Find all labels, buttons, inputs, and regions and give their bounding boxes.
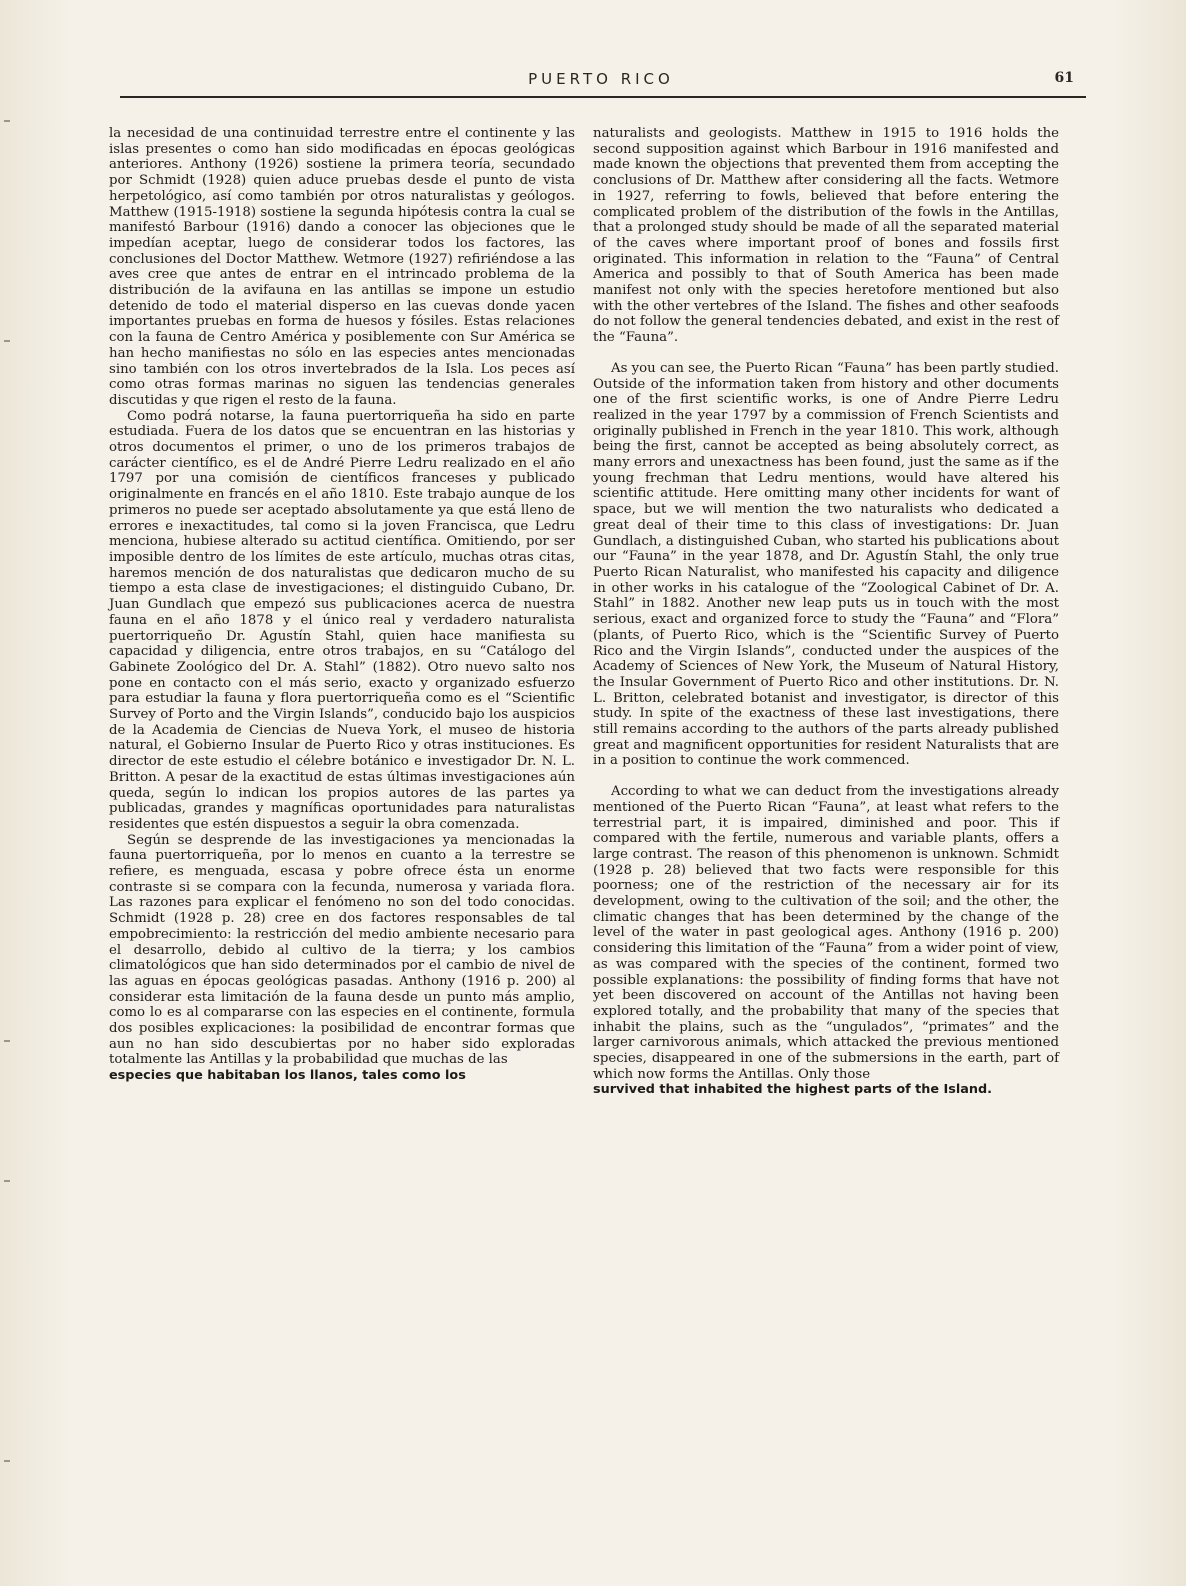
- paragraph: According to what we can deduct from the investigations already mentioned of the Puerto Rican “Fauna”, at least what refers to the terrestrial part, it is impaired, diminished and poor. This if compared with the fertile, numerous and variable plants, offers a large contrast. The reason of this phenomenon is unknown. Schmidt (1928 p. 28) believed that two facts were responsible for this poorness; one of the restriction of the necessary air for its development, owing to the cultivation of the soil; and the other, the climatic changes that has been determined by the change of the level of the water in past geological ages. Anthony (1916 p. 200) considering this limitation of the “Fauna” from a wider point of view, as was compared with the species of the continent, formed two possible explanations: the possibility of finding forms that have not yet been discovered on account of the Antillas not having been explored totally, and the probability that many of the species that inhabit the plains, such as the “ungulados”, “primates” and the larger carnivorous animals, which attacked the previous mentioned species, disappeared in one of the submersions in the earth, part of which now forms the Antillas. Only those: [593, 784, 1059, 1082]
- binding-mark: [4, 340, 10, 342]
- paragraph: Según se desprende de las investigaciones ya mencionadas la fauna puertorriqueña, por lo menos en cuanto a la terrestre se refiere, es menguada, escasa y pobre ofrece ésta un enorme contraste si se compara con la fecunda, numerosa y variada flora. Las razones para explicar el fenómeno no son del todo conocidas. Schmidt (1928 p. 28) cree en dos factores responsables de tal empobrecimiento: la restricción del medio ambiente necesario para el desarrollo, debido al cultivo de la tierra; y los cambios climatológicos que han sido determinados por el cambio de nivel de las aguas en épocas geológicas pasadas. Anthony (1916 p. 200) al considerar esta limitación de la fauna desde un punto más amplio, como lo es al compararse con las especies en el continente, formula dos posibles explicaciones: la posibilidad de encontrar formas que aun no han sido descubiertas por no haber sido exploradas totalmente las Antillas y la probabilidad que muchas de las: [109, 832, 575, 1068]
- page-number: 61: [1054, 70, 1074, 86]
- binding-mark: [4, 120, 10, 122]
- binding-mark: [4, 1180, 10, 1182]
- binding-mark: [4, 1040, 10, 1042]
- header-rule: [120, 96, 1086, 98]
- page-header-title: PUERTO RICO: [528, 70, 674, 88]
- paragraph: naturalists and geologists. Matthew in 1915 to 1916 holds the second supposition against which Barbour in 1916 manifested and made known the objections that prevented them from accepting the conclusions of Dr. Matthew after considering all the facts. Wetmore in 1927, referring to fowls, believed that before entering the complicated problem of the distribution of the fowls in the Antillas, that a prolonged study should be made of all the separated material of the caves where important proof of bones and fossils first originated. This information in relation to the “Fauna” of Central America and possibly to that of South America has been made manifest not only with the species heretofore mentioned but also with the other vertebres of the Island. The fishes and other seafoods do not follow the general tendencies debated, and exist in the rest of the “Fauna”.: [593, 126, 1059, 346]
- paragraph: As you can see, the Puerto Rican “Fauna” has been partly studied. Outside of the information taken from history and other documents one of the first scientific works, is one of Andre Pierre Ledru realized in the year 1797 by a commission of French Scientists and originally published in French in the year 1810. This work, although being the first, cannot be accepted as being absolutely correct, as many errors and unexactness has been found, just the same as if the young frechman that Ledru mentions, would have altered his scientific attitude. Here omitting many other incidents for want of space, but we will mention the two naturalists who dedicated a great deal of their time to this class of investigations: Dr. Juan Gundlach, a distinguished Cuban, who started his publications about our “Fauna” in the year 1878, and Dr. Agustín Stahl, the only true Puerto Rican Naturalist, who manifested his capacity and diligence in other works in his catalogue of the “Zoological Cabinet of Dr. A. Stahl” in 1882. Another new leap puts us in touch with the most serious, exact and organized force to study the “Fauna” and “Flora” (plants, of Puerto Rico, which is the “Scientific Survey of Puerto Rico and the Virgin Islands”, conducted under the auspices of the Academy of Sciences of New York, the Museum of Natural History, the Insular Government of Puerto Rico and other institutions. Dr. N. L. Britton, celebrated botanist and investigator, is director of this study. In spite of the exactness of these last investigations, there still remains according to the authors of the parts already published great and magnificent opportunities for resident Naturalists that are in a position to continue the work commenced.: [593, 360, 1059, 769]
- paragraph-bold-tail: survived that inhabited the highest parts of the Island.: [593, 1082, 993, 1098]
- paragraph: la necesidad de una continuidad terrestre entre el continente y las islas presentes o como han sido modificadas en épocas geológicas anteriores. Anthony (1926) sostiene la primera teoría, secundado por Schmidt (1928) quien aduce pruebas desde el punto de vista herpetológico, así como también por otros naturalistas y geólogos. Matthew (1915-1918) sostiene la segunda hipótesis contra la cual se manifestó Barbour (1916) dando a conocer las objeciones que le impedían aceptar, luego de considerar todos los factores, las conclusiones del Doctor Matthew. Wetmore (1927) refiriéndose a las aves cree que antes de entrar en el intrincado problema de la distribución de la avifauna en las antillas se impone un estudio detenido de todo el material disperso en las cuevas donde yacen importantes pruebas en forma de huesos y fósiles. Estas relaciones con la fauna de Centro América y posiblemente con Sur América se han hecho manifiestas no sólo en las especies antes mencionadas sino también con los otros invertebrados de la Isla. Los peces así como otras formas marinas no siguen las tendencias generales discutidas y que rigen el resto de la fauna.: [109, 126, 575, 408]
- spanish-column: [109, 126, 575, 1084]
- running-header: [120, 62, 1082, 92]
- paragraph: Como podrá notarse, la fauna puertorriqueña ha sido en parte estudiada. Fuera de los datos que se encuentran en las historias y otros documentos el primer, o uno de los primeros trabajos de carácter científico, es el de André Pierre Ledru realizado en el año 1797 por una comisión de científicos franceses y publicado originalmente en francés en el año 1810. Este trabajo aunque de los primeros no puede ser aceptado absolutamente ya que está lleno de errores e inexactitudes, tal como si la joven Francisca, que Ledru menciona, hubiese alterado su actitud científica. Omitiendo, por ser imposible dentro de los límites de este artículo, muchas otras citas, haremos mención de dos naturalistas que dedicaron mucho de su tiempo a esta clase de investigaciones; el distinguido Cubano, Dr. Juan Gundlach que empezó sus publicaciones acerca de nuestra fauna en el año 1878 y el único real y verdadero naturalista puertorriqueño Dr. Agustín Stahl, quien hace manifiesta su capacidad y diligencia, entre otros trabajos, en su “Catálogo del Gabinete Zoológico del Dr. A. Stahl” (1882). Otro nuevo salto nos pone en contacto con el más serio, exacto y organizado esfuerzo para estudiar la fauna y flora puertorriqueña como es el “Scientific Survey of Porto and the Virgin Islands”, conducido bajo los auspicios de la Academia de Ciencias de Nueva York, el museo de historia natural, el Gobierno Insular de Puerto Rico y otras instituciones. Es director de este estudio el célebre botánico e investigador Dr. N. L. Britton. A pesar de la exactitud de estas últimas investigaciones aún queda, según lo indican los propios autores de las partes ya publicadas, grandes y magníficas oportunidades para naturalistas residentes que estén dispuestos a seguir la obra comenzada.: [109, 408, 575, 832]
- binding-mark: [4, 1460, 10, 1462]
- english-column: [593, 126, 1059, 1098]
- paragraph-bold-tail: especies que habitaban los llanos, tales como los: [109, 1068, 466, 1084]
